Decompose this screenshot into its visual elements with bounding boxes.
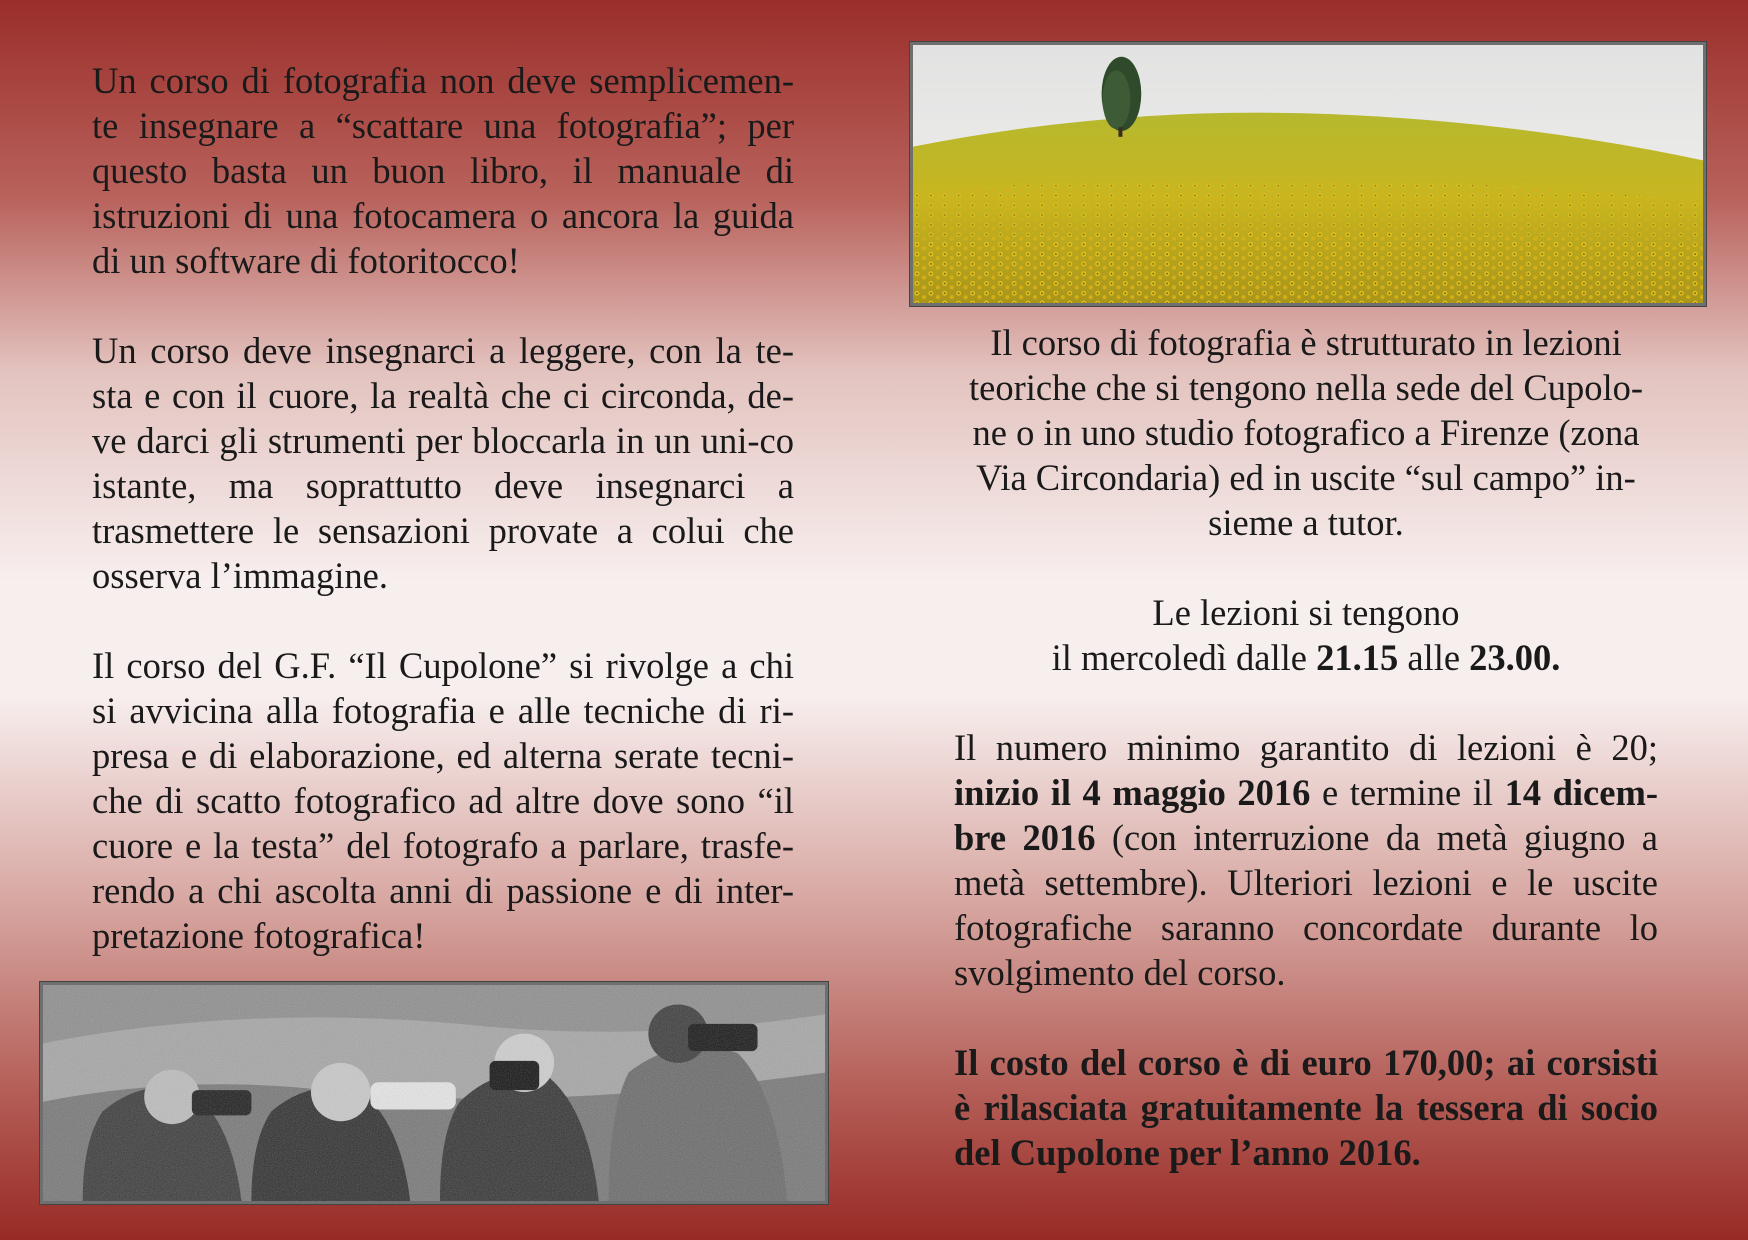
left-column <box>92 58 794 1003</box>
cost-paragraph <box>954 1040 1658 1175</box>
schedule-start-time: 21.15 <box>1316 637 1399 678</box>
schedule-paragraph <box>954 590 1658 680</box>
end-label: e termine il <box>1310 772 1505 813</box>
photographers-photo <box>40 982 828 1204</box>
dates-details: (con interruzione da metà giugno a metà settembre). Ulteriori lezioni e le uscite fotografiche saranno concordate durante lo svolgimento del corso. <box>954 817 1659 993</box>
sunflower-field-photo <box>910 42 1706 306</box>
purpose-paragraph: Un corso deve insegnarci a leggere, con la te-sta e con il cuore, la realtà che ci circonda, de-ve darci gli strumenti per bloccarla in un uni-co istante, ma soprattutto deve insegnarci a trasmettere le sensazioni provate a colui che osserva l’immagine. <box>92 330 794 596</box>
min-lessons-text: Il numero minimo garantito di lezioni è 20; <box>954 727 1658 768</box>
end-date: 14 dicem-bre 2016 <box>954 772 1659 858</box>
start-label: inizio il <box>954 772 1083 813</box>
cost-text: Il costo del corso è di euro 170,00; ai corsisti è rilasciata gratuitamente la tessera di socio del Cupolone per l’anno 2016. <box>954 1042 1658 1173</box>
schedule-end-time: 23.00. <box>1469 637 1561 678</box>
right-column <box>954 320 1658 1220</box>
dates-paragraph <box>954 725 1658 995</box>
intro-paragraph: Un corso di fotografia non deve semplicemen-te insegnare a “scattare una fotografia”; per questo basta un buon libro, il manuale di istruzioni di una fotocamera o ancora la guida di un software di fotoritocco! <box>92 60 794 281</box>
start-date: 4 maggio 2016 <box>1082 772 1311 813</box>
audience-paragraph: Il corso del G.F. “Il Cupolone” si rivolge a chi si avvicina alla fotografia e alle tecniche di ri-presa e di elaborazione, ed alterna serate tecni-che di scatto fotografico ad altre dove sono “il cuore e la testa” del fotografo a parlare, trasfe-rendo a chi ascolta anni di passione e di inter-pretazione fotografica! <box>92 645 794 956</box>
schedule-line-2-prefix: il mercoledì dalle <box>1051 637 1317 678</box>
schedule-middle: alle <box>1398 637 1470 678</box>
schedule-line-1: Le lezioni si tengono <box>1152 592 1460 633</box>
course-structure-paragraph: Il corso di fotografia è strutturato in lezioni teoriche che si tengono nella sede del Cupolo-ne o in uno studio fotografico a Firenze (zona Via Circondaria) ed in uscite “sul campo” in-sieme a tutor. <box>968 322 1644 543</box>
